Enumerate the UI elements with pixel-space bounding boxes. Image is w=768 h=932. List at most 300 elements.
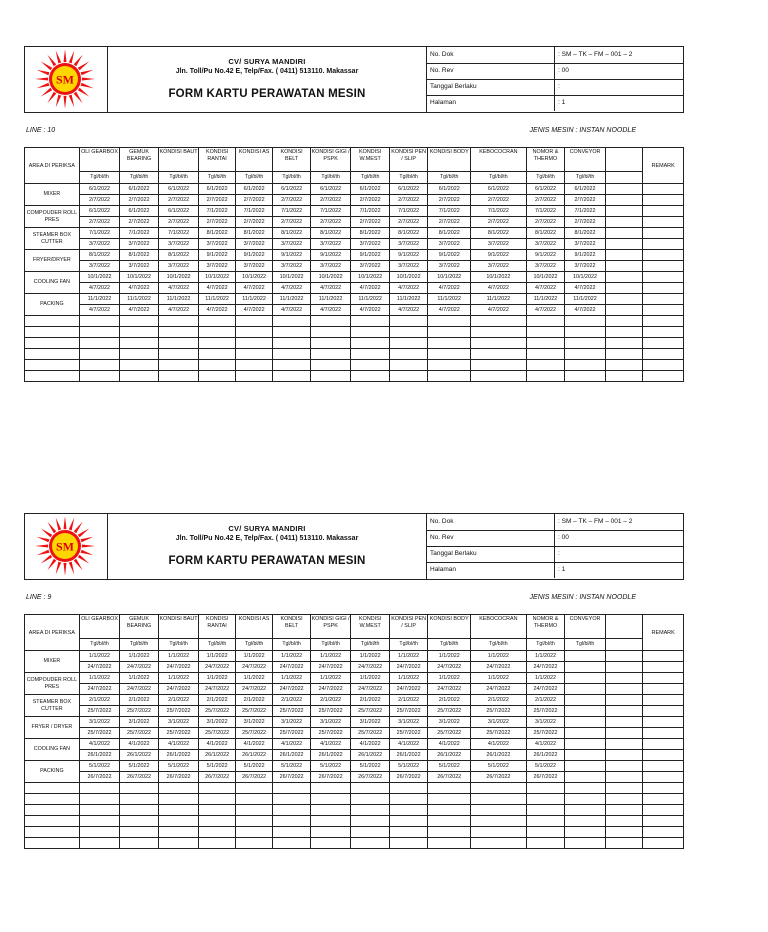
column-header: KONDISI BAUT	[158, 615, 199, 639]
date-cell: 2/7/2022	[310, 217, 351, 228]
date-cell: 25/7/2022	[199, 728, 235, 739]
column-header: NOMOR & THERMO	[526, 615, 565, 639]
date-cell: 5/1/2022	[428, 761, 471, 772]
remark-cell	[643, 239, 684, 250]
empty-cell	[389, 371, 428, 382]
date-cell: 25/7/2022	[470, 706, 526, 717]
line-label: LINE : 9	[26, 594, 52, 601]
column-header: KONDISI AS	[235, 615, 273, 639]
date-cell: 7/1/2022	[526, 206, 565, 217]
date-cell: 24/7/2022	[428, 662, 471, 673]
date-cell: 9/1/2022	[470, 250, 526, 261]
form-header	[24, 513, 684, 580]
date-cell: 6/1/2022	[389, 184, 428, 195]
date-cell: 4/7/2022	[526, 283, 565, 294]
date-cell: 2/1/2022	[389, 695, 428, 706]
date-cell: 7/1/2022	[158, 228, 199, 239]
date-cell: 2/1/2022	[351, 695, 390, 706]
date-cell	[565, 673, 606, 684]
date-cell: 5/1/2022	[120, 761, 159, 772]
date-cell: 5/1/2022	[526, 761, 565, 772]
date-cell: 6/1/2022	[79, 184, 120, 195]
empty-cell	[199, 838, 235, 849]
empty-cell	[351, 327, 390, 338]
empty-cell	[79, 327, 120, 338]
date-cell: 24/7/2022	[428, 684, 471, 695]
logo-cell	[25, 514, 108, 579]
empty-cell	[273, 805, 311, 816]
column-header: KEBOCOCRAN	[470, 615, 526, 639]
meta-row	[427, 530, 683, 547]
date-cell: 24/7/2022	[199, 662, 235, 673]
date-cell: 2/7/2022	[199, 217, 235, 228]
date-cell: 6/1/2022	[235, 184, 273, 195]
empty-cell	[235, 371, 273, 382]
empty-cell	[199, 794, 235, 805]
date-cell: 8/1/2022	[79, 250, 120, 261]
empty-cell	[428, 783, 471, 794]
empty-row	[25, 349, 684, 360]
empty-cell	[565, 838, 606, 849]
date-cell: 24/7/2022	[526, 684, 565, 695]
date-cell: 24/7/2022	[120, 662, 159, 673]
empty-cell	[605, 172, 643, 184]
date-cell: 6/1/2022	[158, 206, 199, 217]
empty-cell	[643, 327, 684, 338]
empty-cell	[25, 371, 80, 382]
area-cell: COMPOUDER ROLL PRES	[25, 206, 80, 228]
table-row	[25, 684, 684, 695]
empty-cell	[79, 360, 120, 371]
date-cell: 4/1/2022	[79, 739, 120, 750]
empty-cell	[605, 228, 643, 239]
date-cell	[565, 651, 606, 662]
empty-cell	[158, 316, 199, 327]
date-cell: 9/1/2022	[428, 250, 471, 261]
empty-cell	[351, 371, 390, 382]
sun-logo-icon	[30, 517, 100, 575]
empty-cell	[428, 327, 471, 338]
empty-cell	[428, 805, 471, 816]
empty-cell	[605, 695, 643, 706]
meta-key: No. Rev	[430, 67, 454, 74]
area-cell: COMPOUDER ROLL PRES	[25, 673, 80, 695]
table-row	[25, 206, 684, 217]
empty-row	[25, 794, 684, 805]
empty-cell	[235, 827, 273, 838]
column-header	[605, 615, 643, 639]
empty-cell	[351, 816, 390, 827]
date-cell: 3/1/2022	[351, 717, 390, 728]
empty-cell	[158, 327, 199, 338]
machine-type: JENIS MESIN : INSTAN NOODLE	[529, 594, 636, 601]
date-cell: 3/7/2022	[273, 239, 311, 250]
date-cell: 25/7/2022	[120, 706, 159, 717]
empty-cell	[199, 338, 235, 349]
date-cell: 2/7/2022	[79, 217, 120, 228]
empty-cell	[389, 349, 428, 360]
date-cell: 25/7/2022	[351, 706, 390, 717]
empty-cell	[643, 338, 684, 349]
empty-cell	[428, 838, 471, 849]
date-cell: 1/1/2022	[310, 651, 351, 662]
date-cell: 26/1/2022	[79, 750, 120, 761]
column-header: OLI GEARBOX	[79, 615, 120, 639]
remark-cell	[643, 706, 684, 717]
empty-cell	[389, 316, 428, 327]
date-cell: 25/7/2022	[310, 728, 351, 739]
area-cell: STEAMER BOX CUTTER	[25, 695, 80, 717]
date-cell: 3/7/2022	[389, 239, 428, 250]
form-title: FORM KARTU PERAWATAN MESIN	[168, 555, 366, 567]
empty-cell	[158, 794, 199, 805]
date-format-label: Tgl/bl/th	[199, 639, 235, 651]
empty-cell	[643, 794, 684, 805]
date-cell: 4/1/2022	[273, 739, 311, 750]
table-row	[25, 728, 684, 739]
date-cell: 4/7/2022	[120, 283, 159, 294]
empty-cell	[273, 360, 311, 371]
empty-cell	[273, 371, 311, 382]
date-cell: 2/7/2022	[565, 217, 606, 228]
empty-cell	[526, 316, 565, 327]
date-cell: 7/1/2022	[428, 206, 471, 217]
company-block	[108, 514, 427, 579]
date-cell: 6/1/2022	[273, 184, 311, 195]
date-cell: 3/7/2022	[310, 239, 351, 250]
empty-cell	[605, 761, 643, 772]
date-cell: 3/7/2022	[351, 239, 390, 250]
table-header-row	[25, 615, 684, 639]
empty-cell	[235, 805, 273, 816]
date-cell: 24/7/2022	[526, 662, 565, 673]
empty-cell	[310, 827, 351, 838]
date-cell: 11/1/2022	[273, 294, 311, 305]
empty-cell	[273, 349, 311, 360]
date-cell	[565, 772, 606, 783]
empty-cell	[235, 338, 273, 349]
date-cell: 6/1/2022	[120, 206, 159, 217]
empty-cell	[428, 816, 471, 827]
date-cell: 4/1/2022	[235, 739, 273, 750]
date-cell: 7/1/2022	[351, 206, 390, 217]
form-header	[24, 46, 684, 113]
table-row	[25, 261, 684, 272]
company-name: CV/ SURYA MANDIRI	[228, 57, 306, 66]
date-cell: 3/7/2022	[526, 239, 565, 250]
empty-cell	[310, 794, 351, 805]
table-row	[25, 739, 684, 750]
table-row	[25, 761, 684, 772]
date-cell: 3/1/2022	[120, 717, 159, 728]
date-cell: 26/7/2022	[199, 772, 235, 783]
empty-row	[25, 805, 684, 816]
empty-cell	[310, 783, 351, 794]
date-cell: 11/1/2022	[158, 294, 199, 305]
column-header: KONDISI RANTAI	[199, 615, 235, 639]
empty-cell	[25, 327, 80, 338]
empty-cell	[351, 827, 390, 838]
date-cell: 6/1/2022	[199, 184, 235, 195]
empty-cell	[199, 316, 235, 327]
date-cell: 2/7/2022	[351, 217, 390, 228]
date-cell: 5/1/2022	[199, 761, 235, 772]
empty-cell	[25, 816, 80, 827]
date-cell: 11/1/2022	[120, 294, 159, 305]
date-cell: 8/1/2022	[199, 228, 235, 239]
empty-cell	[158, 338, 199, 349]
date-cell: 26/1/2022	[199, 750, 235, 761]
empty-cell	[389, 327, 428, 338]
date-cell	[565, 684, 606, 695]
col-remark: REMARK	[643, 148, 684, 184]
empty-cell	[158, 805, 199, 816]
empty-cell	[605, 338, 643, 349]
date-cell: 7/1/2022	[79, 228, 120, 239]
meta-value: : 1	[554, 95, 565, 111]
empty-cell	[351, 360, 390, 371]
date-cell: 3/1/2022	[310, 717, 351, 728]
empty-cell	[25, 338, 80, 349]
date-cell: 3/7/2022	[199, 239, 235, 250]
empty-cell	[643, 371, 684, 382]
date-cell: 26/1/2022	[120, 750, 159, 761]
empty-cell	[389, 838, 428, 849]
date-cell: 4/7/2022	[273, 305, 311, 316]
meta-row	[427, 47, 683, 64]
date-cell: 7/1/2022	[565, 206, 606, 217]
date-cell: 10/1/2022	[565, 272, 606, 283]
maintenance-table	[24, 147, 684, 382]
date-cell: 7/1/2022	[273, 206, 311, 217]
date-cell: 8/1/2022	[235, 228, 273, 239]
empty-cell	[526, 827, 565, 838]
column-header: KONDISI RANTAI	[199, 148, 235, 172]
meta-key: Halaman	[430, 566, 457, 573]
meta-value: : 1	[554, 562, 565, 578]
date-cell: 24/7/2022	[470, 684, 526, 695]
date-cell: 2/1/2022	[158, 695, 199, 706]
date-cell: 25/7/2022	[158, 728, 199, 739]
date-cell: 26/7/2022	[273, 772, 311, 783]
date-cell: 8/1/2022	[526, 228, 565, 239]
date-format-label: Tgl/bl/th	[273, 172, 311, 184]
date-cell: 10/1/2022	[199, 272, 235, 283]
date-cell: 24/7/2022	[120, 684, 159, 695]
date-cell: 6/1/2022	[351, 184, 390, 195]
company-block	[108, 47, 427, 112]
empty-cell	[470, 338, 526, 349]
date-cell: 8/1/2022	[351, 228, 390, 239]
meta-key: No. Rev	[430, 534, 454, 541]
empty-cell	[351, 783, 390, 794]
empty-cell	[605, 371, 643, 382]
date-cell: 3/7/2022	[158, 239, 199, 250]
date-cell: 8/1/2022	[389, 228, 428, 239]
date-cell: 5/1/2022	[273, 761, 311, 772]
date-cell: 26/1/2022	[526, 750, 565, 761]
table-row	[25, 695, 684, 706]
date-cell: 4/7/2022	[526, 305, 565, 316]
date-cell: 3/7/2022	[526, 261, 565, 272]
empty-cell	[79, 805, 120, 816]
empty-cell	[565, 338, 606, 349]
empty-cell	[25, 827, 80, 838]
date-format-label: Tgl/bl/th	[273, 639, 311, 651]
date-format-label: Tgl/bl/th	[565, 172, 606, 184]
empty-cell	[605, 794, 643, 805]
empty-cell	[605, 206, 643, 217]
logo-text: SM	[56, 539, 74, 554]
empty-cell	[120, 327, 159, 338]
empty-cell	[351, 805, 390, 816]
date-cell: 26/7/2022	[428, 772, 471, 783]
date-cell: 4/1/2022	[199, 739, 235, 750]
date-cell: 3/1/2022	[526, 717, 565, 728]
date-cell: 3/7/2022	[273, 261, 311, 272]
empty-cell	[428, 827, 471, 838]
date-cell: 6/1/2022	[120, 184, 159, 195]
empty-cell	[643, 783, 684, 794]
remark-cell	[643, 272, 684, 283]
table-row	[25, 228, 684, 239]
empty-cell	[310, 838, 351, 849]
empty-cell	[565, 327, 606, 338]
empty-cell	[565, 360, 606, 371]
date-cell: 24/7/2022	[351, 662, 390, 673]
remark-cell	[643, 695, 684, 706]
date-format-label: Tgl/bl/th	[565, 639, 606, 651]
empty-cell	[25, 360, 80, 371]
date-cell: 3/7/2022	[120, 239, 159, 250]
empty-row	[25, 316, 684, 327]
meta-key: Tanggal Berlaku	[430, 550, 477, 557]
date-cell: 6/1/2022	[526, 184, 565, 195]
empty-cell	[605, 783, 643, 794]
date-cell	[565, 761, 606, 772]
date-cell: 3/7/2022	[565, 239, 606, 250]
column-header: GEMUK BEARING	[120, 615, 159, 639]
meta-value: :	[554, 79, 560, 95]
date-cell: 25/7/2022	[158, 706, 199, 717]
date-cell: 5/1/2022	[235, 761, 273, 772]
date-cell: 24/7/2022	[235, 684, 273, 695]
date-cell: 11/1/2022	[526, 294, 565, 305]
date-cell: 10/1/2022	[351, 272, 390, 283]
table-row	[25, 662, 684, 673]
date-cell: 25/7/2022	[235, 728, 273, 739]
empty-cell	[389, 338, 428, 349]
date-format-label: Tgl/bl/th	[120, 639, 159, 651]
date-cell: 2/7/2022	[526, 195, 565, 206]
date-cell: 1/1/2022	[428, 651, 471, 662]
date-cell: 2/7/2022	[235, 195, 273, 206]
date-cell: 10/1/2022	[235, 272, 273, 283]
date-cell: 9/1/2022	[351, 250, 390, 261]
date-cell: 11/1/2022	[235, 294, 273, 305]
date-cell: 24/7/2022	[79, 684, 120, 695]
date-cell: 10/1/2022	[310, 272, 351, 283]
empty-cell	[605, 360, 643, 371]
empty-cell	[428, 794, 471, 805]
date-format-label: Tgl/bl/th	[428, 172, 471, 184]
date-cell: 2/7/2022	[351, 195, 390, 206]
meta-row	[427, 562, 683, 578]
date-cell: 2/7/2022	[273, 217, 311, 228]
remark-cell	[643, 717, 684, 728]
date-cell: 2/1/2022	[310, 695, 351, 706]
empty-cell	[526, 805, 565, 816]
empty-cell	[565, 316, 606, 327]
date-cell: 25/7/2022	[428, 706, 471, 717]
col-area: AREA DI PERIKSA	[25, 615, 80, 651]
area-cell: FRYER / DRYER	[25, 717, 80, 739]
date-cell	[565, 662, 606, 673]
company-address: Jln. Toll/Pu No.42 E, Telp/Fax. ( 0411) 513110. Makassar	[175, 68, 359, 75]
empty-cell	[605, 706, 643, 717]
empty-cell	[526, 349, 565, 360]
empty-row	[25, 360, 684, 371]
empty-cell	[470, 838, 526, 849]
empty-cell	[389, 827, 428, 838]
date-cell: 26/1/2022	[389, 750, 428, 761]
sun-logo-icon	[30, 50, 100, 108]
empty-cell	[120, 371, 159, 382]
area-cell: COOLING FAN	[25, 739, 80, 761]
date-cell: 1/1/2022	[79, 673, 120, 684]
date-cell: 6/1/2022	[470, 184, 526, 195]
meta-key: No. Dok	[430, 51, 454, 58]
empty-cell	[389, 783, 428, 794]
date-cell: 4/7/2022	[470, 283, 526, 294]
date-cell: 3/1/2022	[470, 717, 526, 728]
remark-cell	[643, 250, 684, 261]
date-cell: 11/1/2022	[351, 294, 390, 305]
date-cell: 25/7/2022	[526, 706, 565, 717]
date-cell: 25/7/2022	[470, 728, 526, 739]
date-cell: 24/7/2022	[351, 684, 390, 695]
empty-cell	[428, 316, 471, 327]
date-cell: 10/1/2022	[120, 272, 159, 283]
empty-cell	[79, 349, 120, 360]
date-cell: 4/7/2022	[199, 305, 235, 316]
empty-cell	[643, 838, 684, 849]
empty-cell	[605, 750, 643, 761]
date-cell: 1/1/2022	[158, 651, 199, 662]
date-cell: 2/1/2022	[199, 695, 235, 706]
date-format-row	[25, 172, 684, 184]
date-cell: 2/7/2022	[310, 195, 351, 206]
date-cell: 2/7/2022	[470, 217, 526, 228]
empty-cell	[199, 827, 235, 838]
date-cell: 5/1/2022	[158, 761, 199, 772]
table-row	[25, 651, 684, 662]
empty-cell	[526, 794, 565, 805]
remark-cell	[643, 195, 684, 206]
date-cell: 5/1/2022	[351, 761, 390, 772]
date-cell: 26/7/2022	[79, 772, 120, 783]
empty-cell	[565, 816, 606, 827]
date-cell: 26/1/2022	[470, 750, 526, 761]
date-cell: 11/1/2022	[310, 294, 351, 305]
empty-cell	[428, 349, 471, 360]
empty-cell	[273, 794, 311, 805]
empty-cell	[643, 816, 684, 827]
date-cell	[565, 728, 606, 739]
column-header: KEBOCOCRAN	[470, 148, 526, 172]
logo-cell	[25, 47, 108, 112]
remark-cell	[643, 217, 684, 228]
